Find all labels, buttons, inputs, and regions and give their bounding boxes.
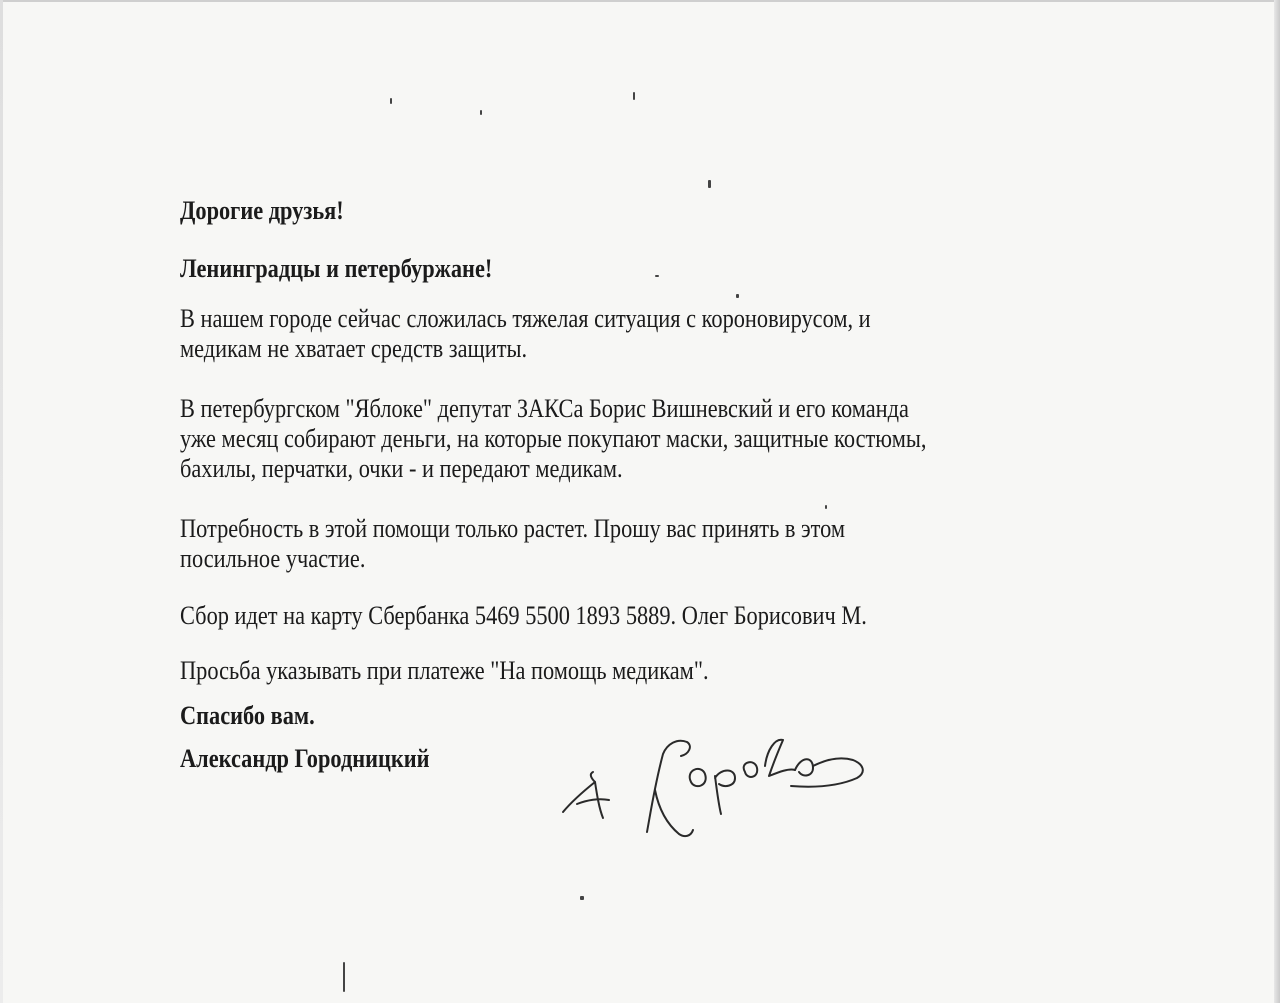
scan-speck	[580, 896, 584, 900]
greeting-line-1: Дорогие друзья!	[180, 196, 344, 225]
paragraph-payment-note: Просьба указывать при платеже "На помощь медикам".	[180, 656, 709, 685]
scan-speck	[390, 98, 392, 104]
scan-edge-right	[1274, 0, 1280, 1003]
paragraph-line: бахилы, перчатки, очки - и передают медикам.	[180, 454, 623, 483]
paragraph-line: В нашем городе сейчас сложилась тяжелая ситуация с короновирусом, и	[180, 304, 871, 333]
closing-line: Спасибо вам.	[180, 701, 315, 730]
scan-speck	[736, 294, 739, 298]
scan-speck	[655, 275, 659, 277]
scan-speck	[480, 110, 482, 115]
handwritten-signature	[555, 720, 875, 850]
scan-speck	[825, 505, 827, 509]
scan-edge-left	[0, 0, 3, 1003]
paragraph-card-details: Сбор идет на карту Сбербанка 5469 5500 1893 5889. Олег Борисович М.	[180, 601, 867, 630]
greeting-line-2: Ленинградцы и петербуржане!	[180, 254, 493, 283]
paragraph-line: Потребность в этой помощи только растет. Прошу вас принять в этом	[180, 514, 845, 543]
paragraph-appeal	[180, 514, 953, 574]
paragraph-line: медикам не хватает средств защиты.	[180, 334, 528, 363]
paragraph-line: В петербургском "Яблоке" депутат ЗАКСа Борис Вишневский и его команда	[180, 394, 909, 423]
paragraph-situation	[180, 304, 983, 364]
paragraph-line: уже месяц собирают деньги, на которые покупают маски, защитные костюмы,	[180, 424, 927, 453]
scan-speck	[708, 180, 711, 188]
scan-edge-top	[0, 0, 1280, 2]
paragraph-line: посильное участие.	[180, 544, 366, 573]
scan-speck	[343, 962, 345, 992]
paragraph-yabloko	[180, 394, 1048, 484]
scan-speck	[633, 92, 635, 100]
author-name: Александр Городницкий	[180, 744, 430, 773]
